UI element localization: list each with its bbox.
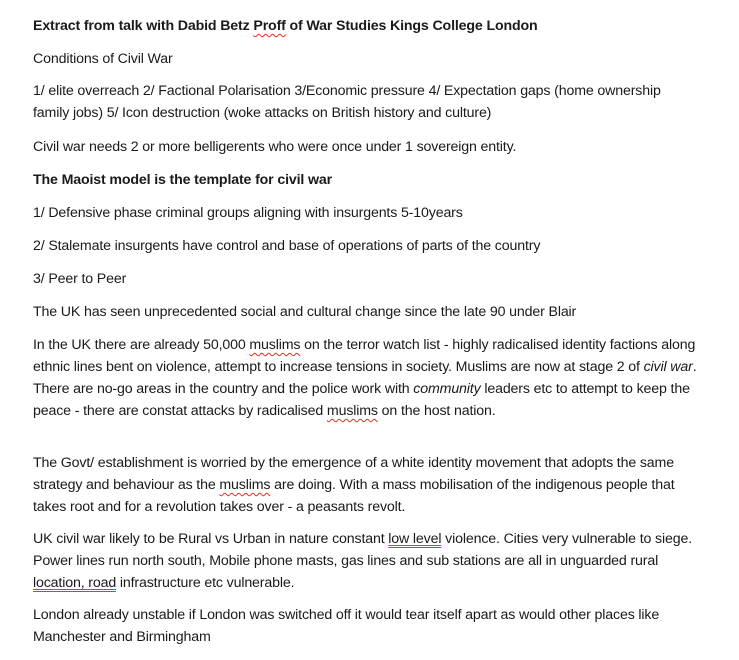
text-run: are doing. With a mass mobilisation of the indigenous people that takes root and for a revolution takes over - a peasants revolt. <box>33 477 675 515</box>
text-run: infrastructure etc vulnerable. <box>116 575 295 591</box>
paragraph-watchlist <box>33 334 703 422</box>
spelling-error-proff[interactable]: Proff <box>253 18 286 34</box>
paragraph-belligerents: Civil war needs 2 or more belligerents who were once under 1 sovereign entity. <box>33 139 517 155</box>
heading-maoist-model: The Maoist model is the template for civil war <box>33 172 332 188</box>
paragraph-phase-1: 1/ Defensive phase criminal groups aligning with insurgents 5-10years <box>33 205 463 221</box>
paragraph-london: London already unstable if London was switched off it would tear itself apart as would other places like Manchester and Birmingham <box>33 607 660 645</box>
text-run: leaders etc to attempt to keep the peace - there are constat attacks by radicalised <box>33 381 690 419</box>
title-text-end: of War Studies Kings College London <box>285 18 538 34</box>
spelling-error-muslims[interactable]: muslims <box>219 477 271 493</box>
spelling-error-muslims[interactable]: muslims <box>249 337 301 353</box>
title-text: Extract from talk with Dabid Betz <box>33 18 254 34</box>
spelling-error-muslims[interactable]: muslims <box>326 403 378 419</box>
document-title <box>33 15 538 37</box>
paragraph-conditions-list: 1/ elite overreach 2/ Factional Polarisation 3/Economic pressure 4/ Expectation gaps (home ownership family jobs) 5/ Icon destruction (woke attacks on British history and culture) <box>33 83 661 121</box>
text-run: In the UK there are already 50,000 <box>33 337 250 353</box>
paragraph-conditions: Conditions of Civil War <box>33 51 173 67</box>
text-run: violence. Cities very vulnerable to siege. Power lines run north south, Mobile phone masts, gas lines and sub stations are all in unguarded rural <box>33 531 692 569</box>
text-run: on the host nation. <box>377 403 496 419</box>
paragraph-phase-2: 2/ Stalemate insurgents have control and base of operations of parts of the country <box>33 238 541 254</box>
paragraph-govt <box>33 452 703 518</box>
italic-civil-war: civil war <box>643 359 693 375</box>
text-run: on the terror watch list - highly radicalised identity factions along ethnic lines bent on violence, attempt to increase tensions in society. Muslims are now at stage 2 of <box>33 337 696 375</box>
paragraph-uk-change: The UK has seen unprecedented social and cultural change since the late 90 under Blair <box>33 304 577 320</box>
text-run: . There are no-go areas in the country and the police work with <box>33 359 697 397</box>
grammar-flag-low-level[interactable]: low level <box>388 531 442 547</box>
paragraph-rural-urban <box>33 528 713 594</box>
paragraph-phase-3: 3/ Peer to Peer <box>33 271 127 287</box>
text-run: The Govt/ establishment is worried by the emergence of a white identity movement that adopts the same strategy and behaviour as the <box>33 455 674 493</box>
text-run: UK civil war likely to be Rural vs Urban in nature constant <box>33 531 389 547</box>
italic-community: community <box>413 381 481 397</box>
grammar-flag-location-road[interactable]: location, road <box>33 575 117 591</box>
